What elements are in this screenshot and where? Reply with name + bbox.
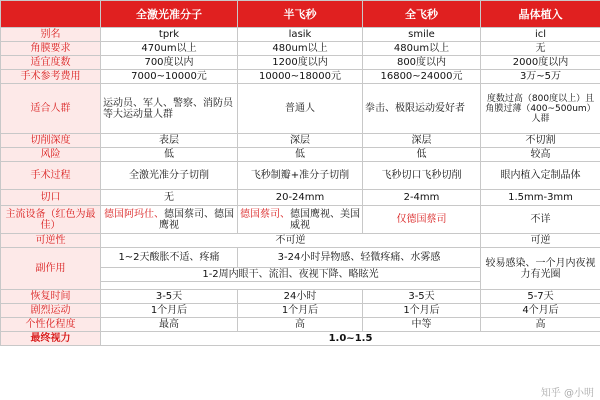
- cell: 较易感染、一个月内夜视力有光圈: [481, 248, 600, 290]
- cell: 运动员、军人、警察、消防员等大运动量人群: [101, 84, 238, 134]
- cell: 可逆: [481, 234, 600, 248]
- row-label: 恢复时间: [1, 290, 101, 304]
- row-label: 适合人群: [1, 84, 101, 134]
- cell: lasik: [238, 28, 363, 42]
- header-icl: 晶体植入: [481, 1, 600, 28]
- table-row: [1, 134, 600, 148]
- cell: 飞秒切口飞秒切削: [363, 162, 481, 190]
- cell: 7000~10000元: [101, 70, 238, 84]
- cell: 800度以内: [363, 56, 481, 70]
- cell: 1.0~1.5: [101, 332, 600, 346]
- row-label: 可逆性: [1, 234, 101, 248]
- other-equipment: 德国蔡司、德国鹰视: [159, 208, 234, 231]
- row-label: 主流设备（红色为最佳）: [1, 206, 101, 234]
- table-row: [1, 28, 600, 42]
- cell: 拳击、极限运动爱好者: [363, 84, 481, 134]
- row-label: 手术过程: [1, 162, 101, 190]
- cell: 470um以上: [101, 42, 238, 56]
- cell: 20-24mm: [238, 190, 363, 206]
- cell: 1200度以内: [238, 56, 363, 70]
- row-label: 风险: [1, 148, 101, 162]
- cell: 深层: [238, 134, 363, 148]
- table-row: [1, 162, 600, 190]
- cell: 飞秒制瓣+准分子切削: [238, 162, 363, 190]
- header-smile: 全飞秒: [363, 1, 481, 28]
- cell: 普通人: [238, 84, 363, 134]
- table-row: [1, 84, 600, 134]
- table-row: [1, 304, 600, 318]
- table-row: [1, 290, 600, 304]
- row-label: 手术参考费用: [1, 70, 101, 84]
- cell: 5-7天: [481, 290, 600, 304]
- watermark: 知乎 @小明: [540, 388, 594, 399]
- cell: 4个月后: [481, 304, 600, 318]
- table-row: [1, 190, 600, 206]
- cell: 高: [238, 318, 363, 332]
- cell: 不切割: [481, 134, 600, 148]
- cell: 16800~24000元: [363, 70, 481, 84]
- row-label: 个性化程度: [1, 318, 101, 332]
- cell: [238, 206, 363, 234]
- table-row: [1, 234, 600, 248]
- row-label: 别名: [1, 28, 101, 42]
- cell: 最高: [101, 318, 238, 332]
- table-row: [1, 318, 600, 332]
- header-lasik: 半飞秒: [238, 1, 363, 28]
- cell: 低: [101, 148, 238, 162]
- cell: 1个月后: [363, 304, 481, 318]
- cell: [101, 206, 238, 234]
- table-row: [1, 148, 600, 162]
- table-row: [1, 248, 600, 268]
- cell: 深层: [363, 134, 481, 148]
- cell: 不可逆: [101, 234, 481, 248]
- cell: 高: [481, 318, 600, 332]
- table-row: [1, 332, 600, 346]
- row-label: 最终视力: [1, 332, 101, 346]
- row-label: 副作用: [1, 248, 101, 290]
- cell: 1个月后: [238, 304, 363, 318]
- cell: 3万~5万: [481, 70, 600, 84]
- header-tprk: 全激光准分子: [101, 1, 238, 28]
- cell: 度数过高（800度以上）且角膜过薄（400~500um）人群: [481, 84, 600, 134]
- cell: 2-4mm: [363, 190, 481, 206]
- best-equipment: 德国阿玛仕、: [104, 208, 164, 220]
- table-row: [1, 70, 600, 84]
- cell: 低: [363, 148, 481, 162]
- cell: 480um以上: [363, 42, 481, 56]
- cell: 表层: [101, 134, 238, 148]
- cell: 全激光准分子切削: [101, 162, 238, 190]
- cell: 3-24小时异物感、轻微疼痛、水雾感: [238, 248, 481, 268]
- table-row: [1, 206, 600, 234]
- cell: tprk: [101, 28, 238, 42]
- cell: 480um以上: [238, 42, 363, 56]
- cell: 仅德国蔡司: [363, 206, 481, 234]
- cell: 低: [238, 148, 363, 162]
- cell: 1.5mm-3mm: [481, 190, 600, 206]
- cell: 无: [481, 42, 600, 56]
- table-row: [1, 42, 600, 56]
- cell: 700度以内: [101, 56, 238, 70]
- cell: 中等: [363, 318, 481, 332]
- row-label: 角膜要求: [1, 42, 101, 56]
- row-label: 适宜度数: [1, 56, 101, 70]
- header-row: [1, 1, 600, 28]
- cell: 3-5天: [363, 290, 481, 304]
- cell: 较高: [481, 148, 600, 162]
- cell: 眼内植入定制晶体: [481, 162, 600, 190]
- row-label: 剧烈运动: [1, 304, 101, 318]
- cell: 1个月后: [101, 304, 238, 318]
- cell: 1-2周内眼干、流泪、夜视下降、略眩光: [101, 268, 481, 282]
- row-label: 切削深度: [1, 134, 101, 148]
- table-row: [1, 56, 600, 70]
- cell: 不详: [481, 206, 600, 234]
- cell: icl: [481, 28, 600, 42]
- cell: smile: [363, 28, 481, 42]
- cell: 10000~18000元: [238, 70, 363, 84]
- cell: 24小时: [238, 290, 363, 304]
- cell: 1~2天酸胀不适、疼痛: [101, 248, 238, 268]
- cell: 3-5天: [101, 290, 238, 304]
- row-label: 切口: [1, 190, 101, 206]
- header-corner: [1, 1, 101, 28]
- best-equipment: 德国蔡司、: [240, 208, 290, 220]
- cell: 2000度以内: [481, 56, 600, 70]
- cell: 无: [101, 190, 238, 206]
- cell: [101, 282, 481, 290]
- other-equipment: 德国鹰视、美国威视: [290, 208, 360, 231]
